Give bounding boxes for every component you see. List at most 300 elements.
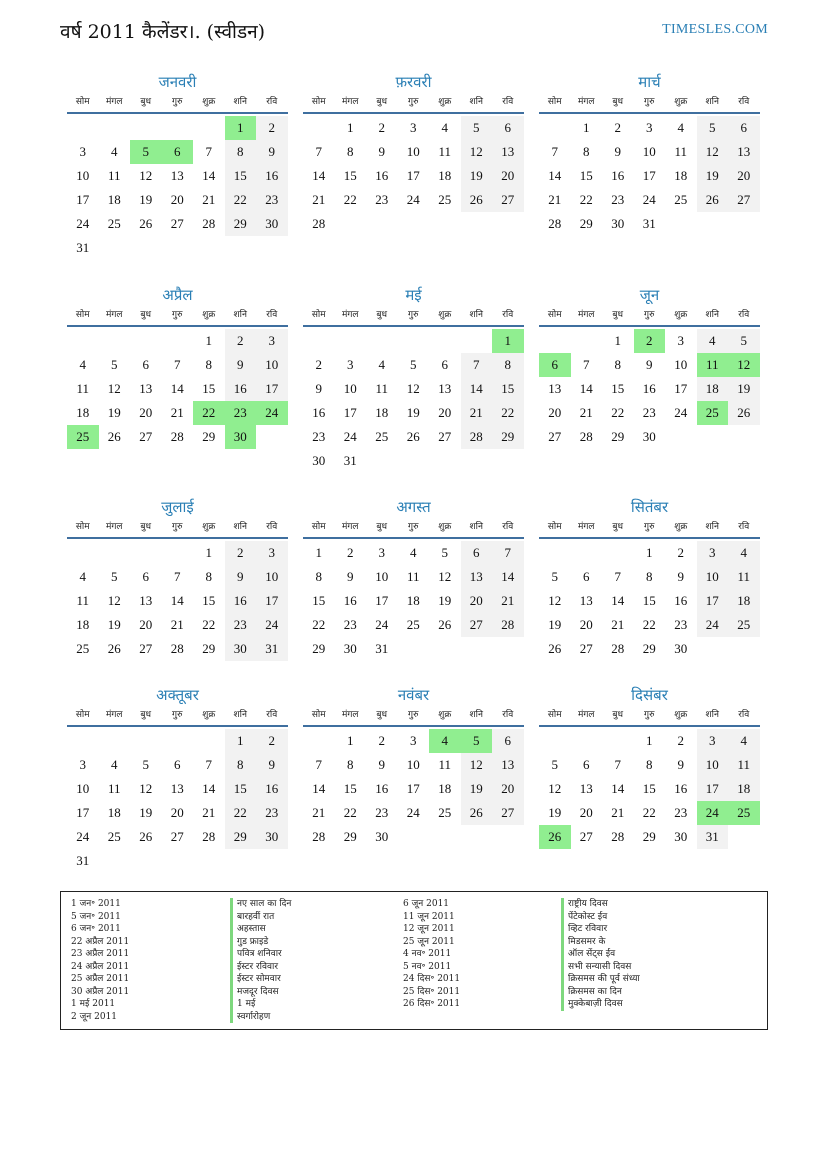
day-cell[interactable]: 12 [548, 593, 562, 608]
day-cell[interactable]: 18 [438, 781, 452, 796]
day-cell[interactable]: 22 [225, 188, 257, 212]
day-cell[interactable]: 17 [406, 781, 420, 796]
day-cell[interactable]: 24 [697, 613, 729, 637]
day-cell[interactable]: 6 [162, 140, 194, 164]
day-cell[interactable]: 5 [142, 757, 149, 772]
day-cell[interactable]: 20 [492, 777, 524, 801]
day-cell[interactable]: 13 [170, 168, 184, 183]
day-cell[interactable]: 10 [76, 168, 90, 183]
day-cell[interactable]: 5 [697, 116, 729, 140]
day-cell[interactable]: 23 [375, 805, 389, 820]
day-cell[interactable]: 6 [441, 357, 448, 372]
day-cell[interactable]: 26 [438, 617, 452, 632]
day-cell[interactable]: 21 [170, 405, 184, 420]
day-cell[interactable]: 7 [614, 569, 621, 584]
day-cell[interactable]: 18 [697, 377, 729, 401]
day-cell[interactable]: 23 [312, 429, 326, 444]
day-cell[interactable]: 26 [461, 188, 493, 212]
day-cell[interactable]: 4 [79, 357, 86, 372]
day-cell[interactable]: 13 [170, 781, 184, 796]
day-cell[interactable]: 4 [79, 569, 86, 584]
day-cell[interactable]: 8 [347, 144, 354, 159]
day-cell[interactable]: 19 [139, 805, 153, 820]
day-cell[interactable]: 5 [130, 140, 162, 164]
day-cell[interactable]: 13 [579, 593, 593, 608]
day-cell[interactable]: 13 [461, 565, 493, 589]
day-cell[interactable]: 2 [677, 733, 684, 748]
day-cell[interactable]: 22 [492, 401, 524, 425]
day-cell[interactable]: 16 [225, 377, 257, 401]
day-cell[interactable]: 10 [674, 357, 688, 372]
day-cell[interactable]: 20 [579, 805, 593, 820]
day-cell[interactable]: 28 [312, 216, 326, 231]
day-cell[interactable]: 19 [107, 617, 121, 632]
day-cell[interactable]: 26 [728, 401, 760, 425]
day-cell[interactable]: 30 [611, 216, 625, 231]
day-cell[interactable]: 24 [76, 829, 90, 844]
day-cell[interactable]: 3 [256, 541, 288, 565]
day-cell[interactable]: 2 [225, 329, 257, 353]
day-cell[interactable]: 23 [256, 801, 288, 825]
day-cell[interactable]: 21 [170, 617, 184, 632]
day-cell[interactable]: 21 [611, 617, 625, 632]
day-cell[interactable]: 14 [611, 781, 625, 796]
day-cell[interactable]: 7 [551, 144, 558, 159]
day-cell[interactable]: 1 [315, 545, 322, 560]
day-cell[interactable]: 13 [492, 140, 524, 164]
day-cell[interactable]: 29 [642, 641, 656, 656]
day-cell[interactable]: 6 [728, 116, 760, 140]
day-cell[interactable]: 29 [202, 641, 216, 656]
day-cell[interactable]: 12 [139, 168, 153, 183]
day-cell[interactable]: 21 [202, 192, 216, 207]
day-cell[interactable]: 1 [347, 733, 354, 748]
day-cell[interactable]: 19 [139, 192, 153, 207]
day-cell[interactable]: 17 [406, 168, 420, 183]
day-cell[interactable]: 18 [76, 405, 90, 420]
day-cell[interactable]: 27 [438, 429, 452, 444]
day-cell[interactable]: 4 [410, 545, 417, 560]
day-cell[interactable]: 8 [646, 569, 653, 584]
day-cell[interactable]: 4 [441, 120, 448, 135]
day-cell[interactable]: 26 [107, 641, 121, 656]
day-cell[interactable]: 23 [375, 192, 389, 207]
day-cell[interactable]: 9 [347, 569, 354, 584]
day-cell[interactable]: 25 [406, 617, 420, 632]
day-cell[interactable]: 21 [202, 805, 216, 820]
day-cell[interactable]: 6 [492, 729, 524, 753]
day-cell[interactable]: 18 [728, 589, 760, 613]
day-cell[interactable]: 16 [312, 405, 326, 420]
day-cell[interactable]: 19 [107, 405, 121, 420]
day-cell[interactable]: 3 [256, 329, 288, 353]
day-cell[interactable]: 8 [315, 569, 322, 584]
day-cell[interactable]: 10 [406, 757, 420, 772]
day-cell[interactable]: 10 [256, 353, 288, 377]
day-cell[interactable]: 2 [677, 545, 684, 560]
day-cell[interactable]: 16 [674, 593, 688, 608]
day-cell[interactable]: 22 [642, 805, 656, 820]
day-cell[interactable]: 14 [611, 593, 625, 608]
day-cell[interactable]: 3 [378, 545, 385, 560]
day-cell[interactable]: 5 [441, 545, 448, 560]
day-cell[interactable]: 12 [139, 781, 153, 796]
day-cell[interactable]: 3 [646, 120, 653, 135]
day-cell[interactable]: 18 [406, 593, 420, 608]
day-cell[interactable]: 9 [646, 357, 653, 372]
day-cell[interactable]: 14 [170, 381, 184, 396]
day-cell[interactable]: 20 [139, 617, 153, 632]
day-cell[interactable]: 31 [76, 853, 90, 868]
day-cell[interactable]: 6 [142, 357, 149, 372]
day-cell[interactable]: 4 [697, 329, 729, 353]
day-cell[interactable]: 27 [492, 188, 524, 212]
day-cell[interactable]: 24 [697, 801, 729, 825]
day-cell[interactable]: 3 [79, 757, 86, 772]
day-cell[interactable]: 11 [107, 168, 121, 183]
day-cell[interactable]: 18 [107, 805, 121, 820]
day-cell[interactable]: 28 [611, 829, 625, 844]
day-cell[interactable]: 24 [406, 192, 420, 207]
day-cell[interactable]: 3 [410, 120, 417, 135]
day-cell[interactable]: 29 [611, 429, 625, 444]
day-cell[interactable]: 18 [107, 192, 121, 207]
day-cell[interactable]: 12 [107, 381, 121, 396]
day-cell[interactable]: 23 [343, 617, 357, 632]
day-cell[interactable]: 12 [697, 140, 729, 164]
day-cell[interactable]: 5 [551, 757, 558, 772]
day-cell[interactable]: 22 [642, 617, 656, 632]
day-cell[interactable]: 12 [461, 753, 493, 777]
day-cell[interactable]: 28 [548, 216, 562, 231]
day-cell[interactable]: 17 [256, 589, 288, 613]
day-cell[interactable]: 30 [674, 641, 688, 656]
day-cell[interactable]: 27 [579, 829, 593, 844]
day-cell[interactable]: 10 [697, 565, 729, 589]
day-cell[interactable]: 5 [410, 357, 417, 372]
day-cell[interactable]: 24 [343, 429, 357, 444]
day-cell[interactable]: 5 [461, 729, 493, 753]
day-cell[interactable]: 28 [312, 829, 326, 844]
day-cell[interactable]: 9 [256, 140, 288, 164]
day-cell[interactable]: 20 [438, 405, 452, 420]
day-cell[interactable]: 12 [461, 140, 493, 164]
day-cell[interactable]: 15 [579, 168, 593, 183]
day-cell[interactable]: 14 [202, 168, 216, 183]
day-cell[interactable]: 28 [170, 641, 184, 656]
day-cell[interactable]: 19 [438, 593, 452, 608]
day-cell[interactable]: 20 [170, 192, 184, 207]
day-cell[interactable]: 26 [461, 801, 493, 825]
day-cell[interactable]: 4 [728, 729, 760, 753]
day-cell[interactable]: 7 [492, 541, 524, 565]
day-cell[interactable]: 29 [225, 825, 257, 849]
day-cell[interactable]: 10 [406, 144, 420, 159]
day-cell[interactable]: 31 [697, 825, 729, 849]
day-cell[interactable]: 3 [79, 144, 86, 159]
day-cell[interactable]: 31 [256, 637, 288, 661]
day-cell[interactable]: 25 [76, 641, 90, 656]
day-cell[interactable]: 31 [343, 453, 357, 468]
day-cell[interactable]: 14 [170, 593, 184, 608]
day-cell[interactable]: 17 [375, 593, 389, 608]
day-cell[interactable]: 15 [642, 781, 656, 796]
day-cell[interactable]: 27 [461, 613, 493, 637]
day-cell[interactable]: 10 [256, 565, 288, 589]
day-cell[interactable]: 4 [429, 729, 461, 753]
day-cell[interactable]: 10 [375, 569, 389, 584]
day-cell[interactable]: 1 [583, 120, 590, 135]
day-cell[interactable]: 26 [539, 825, 571, 849]
day-cell[interactable]: 25 [697, 401, 729, 425]
day-cell[interactable]: 8 [225, 140, 257, 164]
day-cell[interactable]: 4 [378, 357, 385, 372]
day-cell[interactable]: 27 [170, 216, 184, 231]
day-cell[interactable]: 31 [375, 641, 389, 656]
day-cell[interactable]: 13 [438, 381, 452, 396]
day-cell[interactable]: 11 [76, 593, 90, 608]
day-cell[interactable]: 22 [343, 192, 357, 207]
day-cell[interactable]: 27 [492, 801, 524, 825]
day-cell[interactable]: 26 [406, 429, 420, 444]
day-cell[interactable]: 30 [674, 829, 688, 844]
day-cell[interactable]: 12 [406, 381, 420, 396]
day-cell[interactable]: 3 [677, 333, 684, 348]
day-cell[interactable]: 15 [642, 593, 656, 608]
day-cell[interactable]: 2 [256, 116, 288, 140]
day-cell[interactable]: 30 [256, 825, 288, 849]
day-cell[interactable]: 7 [315, 144, 322, 159]
day-cell[interactable]: 18 [674, 168, 688, 183]
day-cell[interactable]: 25 [67, 425, 99, 449]
day-cell[interactable]: 7 [174, 569, 181, 584]
day-cell[interactable]: 27 [139, 641, 153, 656]
day-cell[interactable]: 23 [611, 192, 625, 207]
day-cell[interactable]: 1 [205, 333, 212, 348]
day-cell[interactable]: 2 [347, 545, 354, 560]
day-cell[interactable]: 16 [225, 589, 257, 613]
day-cell[interactable]: 9 [225, 353, 257, 377]
day-cell[interactable]: 5 [111, 357, 118, 372]
day-cell[interactable]: 8 [492, 353, 524, 377]
day-cell[interactable]: 7 [461, 353, 493, 377]
day-cell[interactable]: 17 [642, 168, 656, 183]
day-cell[interactable]: 5 [551, 569, 558, 584]
day-cell[interactable]: 9 [677, 569, 684, 584]
day-cell[interactable]: 30 [375, 829, 389, 844]
day-cell[interactable]: 15 [202, 381, 216, 396]
day-cell[interactable]: 9 [256, 753, 288, 777]
day-cell[interactable]: 24 [375, 617, 389, 632]
day-cell[interactable]: 17 [674, 381, 688, 396]
day-cell[interactable]: 6 [492, 116, 524, 140]
day-cell[interactable]: 10 [697, 753, 729, 777]
day-cell[interactable]: 3 [410, 733, 417, 748]
day-cell[interactable]: 22 [579, 192, 593, 207]
day-cell[interactable]: 16 [375, 781, 389, 796]
day-cell[interactable]: 11 [728, 753, 760, 777]
day-cell[interactable]: 26 [548, 641, 562, 656]
day-cell[interactable]: 5 [461, 116, 493, 140]
day-cell[interactable]: 9 [315, 381, 322, 396]
day-cell[interactable]: 11 [438, 757, 452, 772]
day-cell[interactable]: 18 [76, 617, 90, 632]
day-cell[interactable]: 8 [347, 757, 354, 772]
day-cell[interactable]: 8 [583, 144, 590, 159]
day-cell[interactable]: 12 [107, 593, 121, 608]
day-cell[interactable]: 24 [76, 216, 90, 231]
day-cell[interactable]: 4 [677, 120, 684, 135]
day-cell[interactable]: 16 [642, 381, 656, 396]
day-cell[interactable]: 25 [438, 805, 452, 820]
day-cell[interactable]: 21 [312, 192, 326, 207]
day-cell[interactable]: 17 [343, 405, 357, 420]
day-cell[interactable]: 29 [202, 429, 216, 444]
day-cell[interactable]: 9 [677, 757, 684, 772]
day-cell[interactable]: 7 [205, 144, 212, 159]
day-cell[interactable]: 8 [225, 753, 257, 777]
day-cell[interactable]: 15 [312, 593, 326, 608]
day-cell[interactable]: 1 [614, 333, 621, 348]
day-cell[interactable]: 13 [548, 381, 562, 396]
day-cell[interactable]: 22 [193, 401, 225, 425]
day-cell[interactable]: 13 [579, 781, 593, 796]
site-link[interactable]: TIMESLES.COM [662, 22, 768, 37]
day-cell[interactable]: 7 [174, 357, 181, 372]
day-cell[interactable]: 29 [343, 829, 357, 844]
day-cell[interactable]: 23 [225, 613, 257, 637]
day-cell[interactable]: 15 [611, 381, 625, 396]
day-cell[interactable]: 30 [312, 453, 326, 468]
day-cell[interactable]: 10 [343, 381, 357, 396]
day-cell[interactable]: 23 [256, 188, 288, 212]
day-cell[interactable]: 3 [697, 541, 729, 565]
day-cell[interactable]: 19 [461, 777, 493, 801]
day-cell[interactable]: 5 [728, 329, 760, 353]
day-cell[interactable]: 14 [202, 781, 216, 796]
day-cell[interactable]: 5 [111, 569, 118, 584]
day-cell[interactable]: 24 [406, 805, 420, 820]
day-cell[interactable]: 22 [225, 801, 257, 825]
day-cell[interactable]: 20 [170, 805, 184, 820]
day-cell[interactable]: 4 [728, 541, 760, 565]
day-cell[interactable]: 2 [225, 541, 257, 565]
day-cell[interactable]: 25 [728, 613, 760, 637]
day-cell[interactable]: 29 [642, 829, 656, 844]
day-cell[interactable]: 29 [312, 641, 326, 656]
day-cell[interactable]: 17 [697, 589, 729, 613]
day-cell[interactable]: 14 [492, 565, 524, 589]
day-cell[interactable]: 14 [461, 377, 493, 401]
day-cell[interactable]: 19 [697, 164, 729, 188]
day-cell[interactable]: 6 [583, 757, 590, 772]
day-cell[interactable]: 11 [406, 569, 420, 584]
day-cell[interactable]: 10 [642, 144, 656, 159]
day-cell[interactable]: 16 [375, 168, 389, 183]
day-cell[interactable]: 6 [461, 541, 493, 565]
day-cell[interactable]: 1 [646, 545, 653, 560]
day-cell[interactable]: 11 [375, 381, 389, 396]
day-cell[interactable]: 20 [728, 164, 760, 188]
day-cell[interactable]: 20 [579, 617, 593, 632]
day-cell[interactable]: 21 [611, 805, 625, 820]
day-cell[interactable]: 7 [205, 757, 212, 772]
day-cell[interactable]: 24 [256, 401, 288, 425]
day-cell[interactable]: 28 [492, 613, 524, 637]
day-cell[interactable]: 7 [315, 757, 322, 772]
day-cell[interactable]: 13 [492, 753, 524, 777]
day-cell[interactable]: 1 [225, 729, 257, 753]
day-cell[interactable]: 11 [728, 565, 760, 589]
day-cell[interactable]: 6 [142, 569, 149, 584]
day-cell[interactable]: 23 [674, 617, 688, 632]
day-cell[interactable]: 6 [174, 757, 181, 772]
day-cell[interactable]: 23 [225, 401, 257, 425]
day-cell[interactable]: 2 [256, 729, 288, 753]
day-cell[interactable]: 30 [642, 429, 656, 444]
day-cell[interactable]: 11 [697, 353, 729, 377]
day-cell[interactable]: 1 [492, 329, 524, 353]
day-cell[interactable]: 17 [76, 805, 90, 820]
day-cell[interactable]: 22 [312, 617, 326, 632]
day-cell[interactable]: 22 [202, 617, 216, 632]
day-cell[interactable]: 16 [611, 168, 625, 183]
day-cell[interactable]: 7 [614, 757, 621, 772]
day-cell[interactable]: 27 [548, 429, 562, 444]
day-cell[interactable]: 12 [548, 781, 562, 796]
day-cell[interactable]: 1 [347, 120, 354, 135]
day-cell[interactable]: 18 [375, 405, 389, 420]
day-cell[interactable]: 19 [548, 805, 562, 820]
day-cell[interactable]: 29 [225, 212, 257, 236]
day-cell[interactable]: 21 [461, 401, 493, 425]
day-cell[interactable]: 23 [642, 405, 656, 420]
day-cell[interactable]: 2 [634, 329, 666, 353]
day-cell[interactable]: 25 [107, 216, 121, 231]
day-cell[interactable]: 11 [107, 781, 121, 796]
day-cell[interactable]: 22 [611, 405, 625, 420]
day-cell[interactable]: 24 [674, 405, 688, 420]
day-cell[interactable]: 13 [139, 593, 153, 608]
day-cell[interactable]: 9 [378, 757, 385, 772]
day-cell[interactable]: 26 [107, 429, 121, 444]
day-cell[interactable]: 31 [642, 216, 656, 231]
day-cell[interactable]: 30 [225, 637, 257, 661]
day-cell[interactable]: 19 [548, 617, 562, 632]
day-cell[interactable]: 15 [343, 781, 357, 796]
day-cell[interactable]: 28 [202, 216, 216, 231]
day-cell[interactable]: 2 [378, 733, 385, 748]
day-cell[interactable]: 21 [579, 405, 593, 420]
day-cell[interactable]: 28 [579, 429, 593, 444]
day-cell[interactable]: 26 [697, 188, 729, 212]
day-cell[interactable]: 17 [76, 192, 90, 207]
day-cell[interactable]: 1 [205, 545, 212, 560]
day-cell[interactable]: 14 [548, 168, 562, 183]
day-cell[interactable]: 8 [205, 569, 212, 584]
day-cell[interactable]: 30 [343, 641, 357, 656]
day-cell[interactable]: 11 [674, 144, 688, 159]
day-cell[interactable]: 15 [202, 593, 216, 608]
day-cell[interactable]: 20 [461, 589, 493, 613]
day-cell[interactable]: 8 [646, 757, 653, 772]
day-cell[interactable]: 28 [202, 829, 216, 844]
day-cell[interactable]: 8 [205, 357, 212, 372]
day-cell[interactable]: 24 [642, 192, 656, 207]
day-cell[interactable]: 16 [256, 164, 288, 188]
day-cell[interactable]: 12 [438, 569, 452, 584]
day-cell[interactable]: 9 [225, 565, 257, 589]
